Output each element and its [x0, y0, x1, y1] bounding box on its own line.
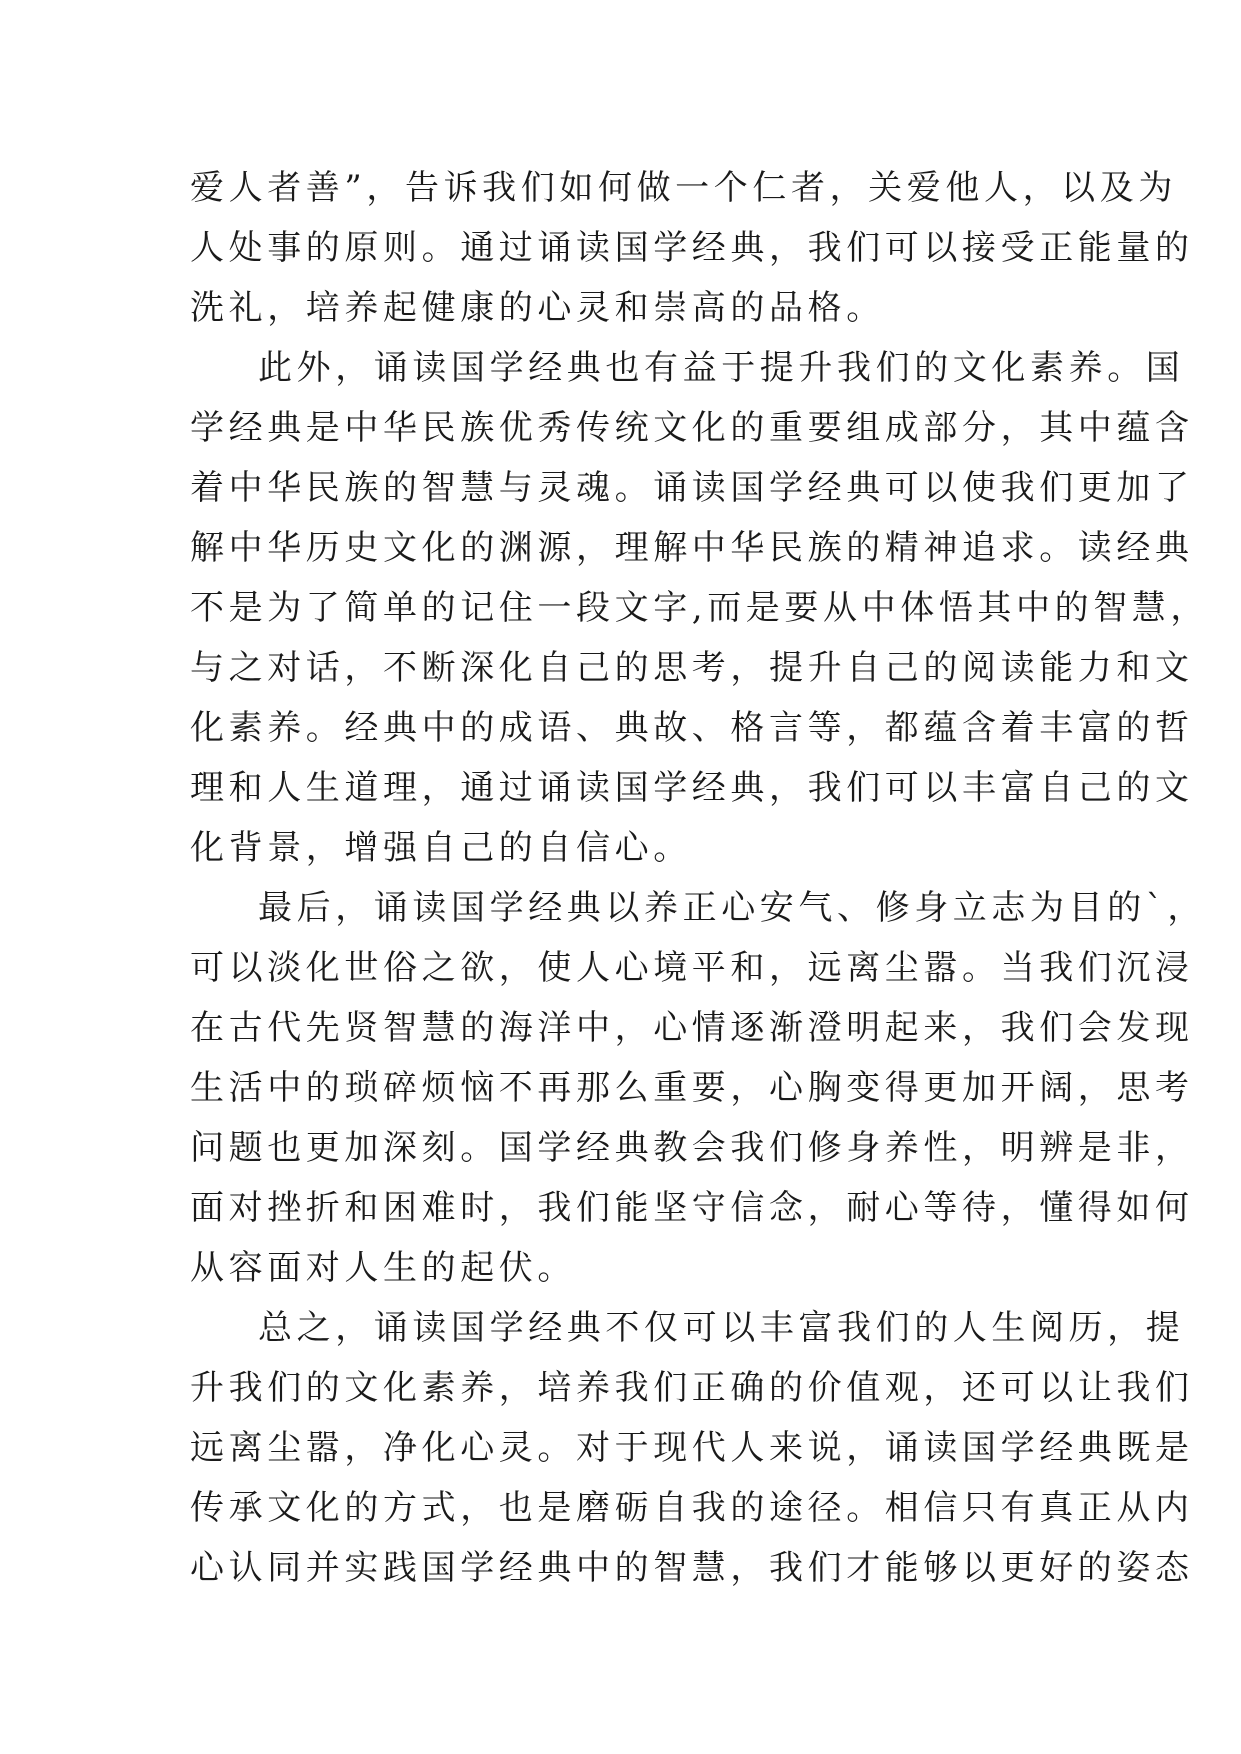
document-body: [190, 158, 1210, 1598]
text-line: 洗礼，培养起健康的心灵和崇高的品格。: [190, 288, 885, 328]
paragraph-4: [190, 1298, 1194, 1598]
text-line: 生活中的琐碎烦恼不再那么重要，心胸变得更加开阔，思考: [190, 1068, 1194, 1108]
text-line: 面对挫折和困难时，我们能坚守信念，耐心等待，懂得如何: [190, 1188, 1194, 1228]
paragraph-2: [190, 338, 1210, 878]
text-line: 传承文化的方式，也是磨砺自我的途径。相信只有真正从内: [190, 1488, 1194, 1528]
text-line: 化背景，增强自己的自信心。: [190, 828, 692, 868]
text-line: 理和人生道理，通过诵读国学经典，我们可以丰富自己的文: [190, 768, 1194, 808]
text-line: 化素养。经典中的成语、典故、格言等，都蕴含着丰富的哲: [190, 708, 1194, 748]
text-line: 人处事的原则。通过诵读国学经典，我们可以接受正能量的: [190, 228, 1194, 268]
text-line: 问题也更加深刻。国学经典教会我们修身养性，明辨是非，: [190, 1128, 1194, 1168]
text-line: 心认同并实践国学经典中的智慧，我们才能够以更好的姿态: [190, 1548, 1194, 1588]
text-line: 爱人者善”，告诉我们如何做一个仁者，关爱他人，以及为: [190, 168, 1177, 208]
text-line: 此外，诵读国学经典也有益于提升我们的文化素养。国: [258, 348, 1185, 388]
text-line: 总之，诵读国学经典不仅可以丰富我们的人生阅历，提: [258, 1308, 1185, 1348]
text-line: 着中华民族的智慧与灵魂。诵读国学经典可以使我们更加了: [190, 468, 1194, 508]
text-line: 升我们的文化素养，培养我们正确的价值观，还可以让我们: [190, 1368, 1194, 1408]
paragraph-1: [190, 158, 1194, 338]
text-line: 可以淡化世俗之欲，使人心境平和，远离尘嚣。当我们沉浸: [190, 948, 1194, 988]
text-line: 从容面对人生的起伏。: [190, 1248, 576, 1288]
paragraph-3: [190, 878, 1206, 1298]
text-line: 最后，诵读国学经典以养正心安气、修身立志为目的`，: [258, 888, 1206, 928]
text-line: 远离尘嚣，净化心灵。对于现代人来说，诵读国学经典既是: [190, 1428, 1194, 1468]
text-line: 与之对话，不断深化自己的思考，提升自己的阅读能力和文: [190, 648, 1194, 688]
text-line: 不是为了简单的记住一段文字,而是要从中体悟其中的智慧，: [190, 588, 1210, 628]
text-line: 学经典是中华民族优秀传统文化的重要组成部分，其中蕴含: [190, 408, 1194, 448]
text-line: 在古代先贤智慧的海洋中，心情逐渐澄明起来，我们会发现: [190, 1008, 1194, 1048]
text-line: 解中华历史文化的渊源，理解中华民族的精神追求。读经典: [190, 528, 1194, 568]
